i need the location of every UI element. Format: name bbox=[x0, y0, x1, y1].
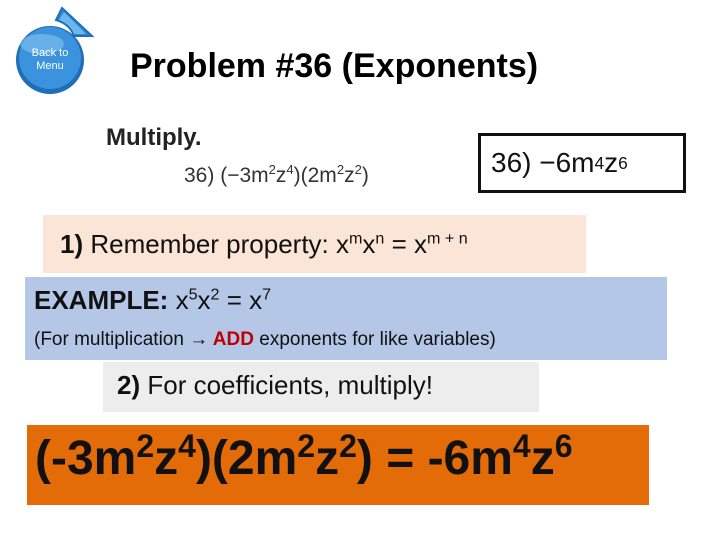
solution-exponent: 2 bbox=[297, 428, 316, 464]
add-keyword: ADD bbox=[208, 329, 254, 350]
problem-expression bbox=[184, 164, 369, 188]
solution-term: (-3m bbox=[35, 432, 137, 485]
step1-exponent: m bbox=[349, 229, 363, 248]
example-text: x bbox=[168, 285, 189, 315]
problem-instruction: Multiply. bbox=[106, 124, 202, 151]
example-text: x bbox=[197, 285, 211, 315]
arrow-right-icon: → bbox=[189, 329, 209, 350]
step2-number: 2) bbox=[117, 370, 141, 400]
problem-term: )(2m bbox=[293, 164, 337, 187]
answer-term: −6m bbox=[539, 147, 595, 178]
note-text: (For multiplication bbox=[34, 329, 190, 350]
step1-exponent: n bbox=[375, 229, 385, 248]
step1-text: = x bbox=[384, 229, 428, 259]
step2-box bbox=[103, 362, 539, 412]
step2-text: For coefficients, multiply! bbox=[140, 370, 433, 400]
step1-box bbox=[43, 215, 586, 273]
solution-exponent: 6 bbox=[554, 428, 573, 464]
problem-exponent: 2 bbox=[354, 162, 362, 177]
example-box bbox=[25, 277, 667, 360]
answer-term: z bbox=[604, 147, 619, 178]
step1-text: x bbox=[362, 229, 376, 259]
solution-exponent: 2 bbox=[339, 428, 357, 464]
solution-term: z bbox=[315, 432, 340, 485]
example-label: EXAMPLE: bbox=[34, 285, 169, 315]
problem-exponent: 4 bbox=[286, 162, 294, 177]
solution-term: ) = -6m bbox=[356, 432, 513, 485]
problem-exponent: 2 bbox=[268, 162, 276, 177]
solution-exponent: 4 bbox=[178, 428, 196, 464]
step1-exponent: m + n bbox=[427, 229, 468, 248]
solution-exponent: 2 bbox=[136, 428, 155, 464]
answer-box: 36) −6m 4 z 6 bbox=[478, 133, 686, 193]
back-to-menu-button[interactable] bbox=[4, 2, 96, 94]
note-text: exponents for like variables) bbox=[253, 329, 496, 350]
problem-term: (−3m bbox=[220, 164, 269, 187]
back-label-line2: Menu bbox=[36, 60, 64, 72]
problem-term: z bbox=[275, 164, 287, 187]
answer-number: 36) bbox=[491, 147, 532, 178]
example-exponent: 5 bbox=[188, 285, 198, 304]
step1-text: Remember property: x bbox=[83, 229, 349, 259]
back-to-menu-label bbox=[24, 47, 76, 73]
problem-number: 36) bbox=[184, 164, 215, 187]
back-label-line1: Back to bbox=[31, 47, 69, 59]
example-text: = x bbox=[219, 285, 263, 315]
solution-term: )(2m bbox=[195, 432, 298, 485]
solution-term: z bbox=[154, 432, 179, 485]
page-title: Problem #36 (Exponents) bbox=[130, 47, 539, 85]
problem-exponent: 2 bbox=[336, 162, 345, 177]
solution-exponent: 4 bbox=[512, 428, 531, 464]
example-note bbox=[34, 329, 496, 351]
solution-term: z bbox=[530, 432, 555, 485]
problem-term: z bbox=[344, 164, 355, 187]
step1-number: 1) bbox=[60, 229, 84, 259]
example-exponent: 7 bbox=[262, 285, 272, 304]
example-line bbox=[34, 285, 271, 316]
problem-term: ) bbox=[361, 164, 369, 187]
final-solution bbox=[27, 425, 649, 505]
example-exponent: 2 bbox=[210, 285, 220, 304]
